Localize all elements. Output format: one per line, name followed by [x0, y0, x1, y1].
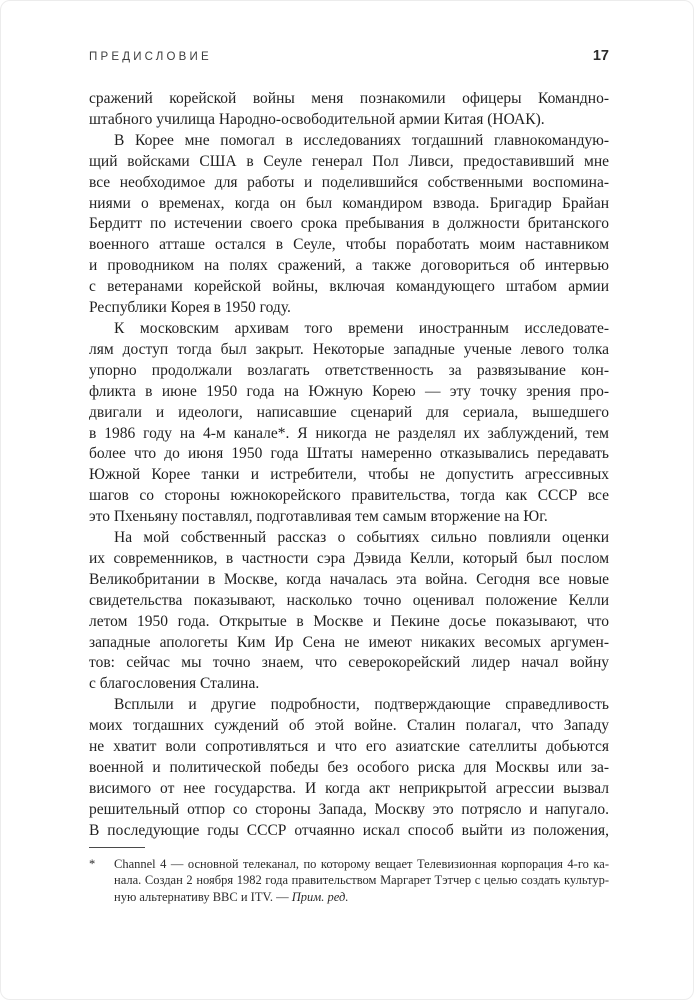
text-line: это Пхеньяну поставлял, подготавливая тем самым вторжение на Юг.: [89, 508, 548, 526]
text-line: упорно продолжали возлагать ответственность за развязывание кон-: [89, 361, 609, 379]
paragraph: [89, 528, 609, 695]
footnote-segment: ную альтернативу BBC и ITV. —: [114, 889, 292, 904]
footnote-body: [89, 856, 609, 905]
page-number: 17: [592, 48, 609, 64]
text-line: В последующие годы СССР отчаянно искал способ выйти из положения,: [89, 821, 609, 839]
body-text: [89, 89, 609, 842]
text-line: в 1986 году на 4-м канале*. Я никогда не разделял их заблуждений, тем: [89, 424, 609, 442]
footnote-marker: *: [89, 857, 96, 871]
text-line: Великобритании в Москве, когда началась эта война. Сегодня все новые: [89, 570, 609, 588]
footnote-editor-note: Прим. ред.: [291, 889, 349, 904]
footnote-line: [114, 872, 609, 888]
text-line: фликта в июне 1950 года на Южную Корею — эту точку зрения про-: [89, 382, 609, 400]
text-line: щий войсками США в Сеуле генерал Пол Ливси, предоставивший мне: [89, 152, 609, 170]
text-line: не хватит воли сопротивляться и что его азиатские сателлиты добьются: [89, 738, 609, 756]
footnote-text: [114, 856, 609, 905]
section-title: ПРЕДИСЛОВИЕ: [89, 51, 212, 63]
text-line: военного атташе остался в Сеуле, чтобы поработать моим наставником: [89, 236, 609, 254]
text-line: с благословения Сталина.: [89, 675, 260, 693]
text-line: с ветеранами корейской войны, включая командующего штабом армии: [89, 278, 609, 296]
text-line: В Корее мне помогал в исследованиях тогдашний главнокомандую-: [114, 131, 609, 149]
text-line: ниями о временах, когда он был командиром взвода. Бригадир Брайан: [89, 194, 609, 212]
text-line: все необходимое для работы и поделившийся собственными воспомина-: [89, 173, 609, 191]
paragraph: [89, 319, 609, 528]
footnote-rule: [89, 847, 145, 848]
text-line: летом 1950 года. Открытые в Москве и Пекине досье показывают, что: [89, 612, 609, 630]
footnote-line: [114, 856, 609, 872]
text-line: Всплыли и другие подробности, подтверждающие справедливость: [114, 696, 609, 714]
footnote: [89, 847, 609, 905]
text-line: сражений корейской войны меня познакомили офицеры Командно-: [89, 90, 609, 107]
footnote-line: [114, 889, 609, 905]
paragraph: [89, 131, 609, 319]
text-line: Республики Корея в 1950 году.: [89, 299, 291, 317]
text-line: шагов со стороны южнокорейского правительства, тогда как СССР все: [89, 487, 609, 505]
text-line: их современников, в частности сэра Дэвида Келли, который был послом: [89, 549, 609, 567]
text-line: К московским архивам того времени иностранным исследовате-: [114, 319, 609, 337]
text-line: военной и политической победы без особого риска для Москвы или за-: [89, 759, 609, 776]
text-line: Южной Корее танки и истребители, чтобы не допустить агрессивных: [89, 466, 609, 484]
text-line: лям доступ тогда был закрыт. Некоторые западные ученые левого толка: [89, 340, 609, 358]
text-line: штабного училища Народно-освободительной армии Китая (НОАК).: [89, 110, 545, 128]
running-header: [89, 48, 609, 64]
paragraph: [89, 89, 609, 131]
text-line: решительный отпор со стороны Запада, Москву это потрясло и напугало.: [89, 800, 609, 818]
text-line: Бердитт по истечении своего срока пребывания в должности британского: [89, 215, 609, 233]
text-line: моих тогдашних суждений об этой войне. Сталин полагал, что Западу: [89, 717, 609, 735]
text-line: двигали и идеологи, написавшие сценарий для сериала, вышедшего: [89, 403, 609, 421]
footnote-segment: Channel 4 — основной телеканал, по которому вещает Телевизионная корпорация 4-го ка-: [114, 857, 609, 871]
text-line: висимого от нее государства. И когда акт неприкрытой агрессии вызвал: [89, 779, 609, 797]
text-line: более что до июня 1950 года Штаты намеренно отказывались передавать: [89, 445, 609, 463]
footnote-segment: нала. Создан 2 ноября 1982 года правительством Маргарет Тэтчер с целью создать культур-: [114, 873, 609, 888]
text-line: тов: сейчас мы точно знаем, что северокорейский лидер начал войну: [89, 654, 609, 672]
text-line: западные апологеты Ким Ир Сена не имеют никаких весомых аргумен-: [89, 633, 609, 651]
paragraph: [89, 695, 609, 841]
text-line: На мой собственный рассказ о событиях сильно повлияли оценки: [114, 529, 609, 547]
text-line: и проводником на полях сражений, а также договориться об интервью: [89, 257, 609, 275]
text-line: свидетельства показывают, насколько точно оценивал положение Келли: [89, 591, 609, 609]
